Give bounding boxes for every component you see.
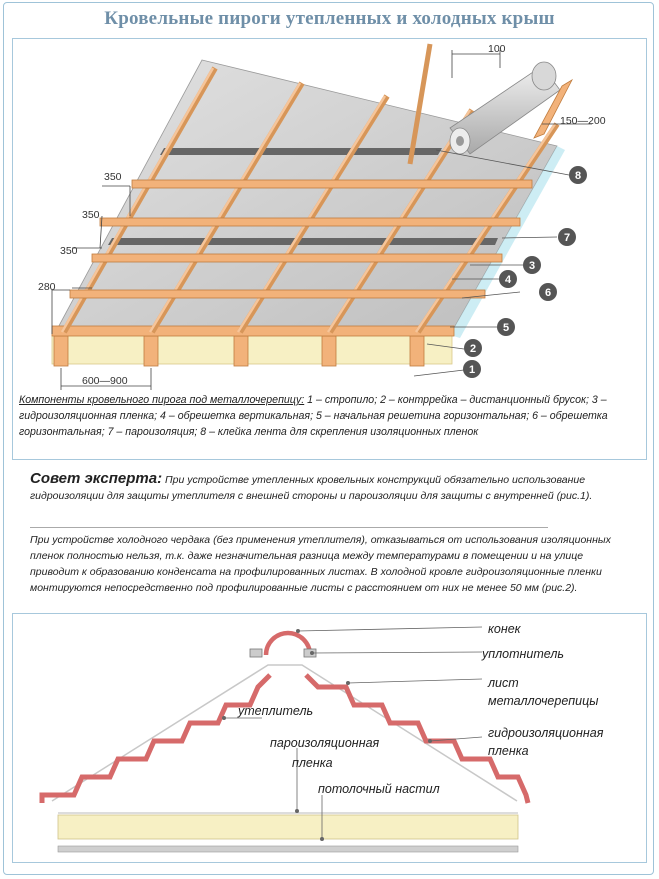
- label-insulation: утеплитель: [238, 704, 314, 718]
- ceiling-board: [58, 846, 518, 852]
- expert-tip-text1: При устройстве утепленных кровельных конструкций обязательно использование гидроизоляции для защиты утеплителя с внешней стороны и пароизоляции для защиты с внутренней (рис.1).: [30, 474, 593, 502]
- starting-batten: [52, 326, 454, 336]
- dim-350-c: 350: [60, 245, 78, 257]
- figure2-leader-dots: [222, 629, 432, 841]
- tape-strip: [160, 148, 442, 155]
- seal-left: [250, 649, 262, 657]
- label-waterproof-1: гидроизоляционная: [488, 726, 604, 740]
- caption-body: 1 – стропило; 2 – контррейка – дистанционный брусок; 3 – гидроизоляционная пленка; 4 – обрешетка вертикальная; 5 – начальная решетина горизонтальная; 6 – обрешетка горизонтальная; 7 – пароизоляция; 8 – клейка лента для скрепления изоляционных пленок: [19, 394, 608, 438]
- marker-4-label: 4: [504, 274, 512, 286]
- label-sheet-1: лист: [488, 676, 519, 690]
- expert-tip-text2: При устройстве холодного чердака (без применения утеплителя), отказываться от использования изоляционных пленок полностью нельзя, т.к. даже незначительная разница между температурами в помещении и на улице приводит к образованию конденсата на профилированных листах. В холодной кровле гидроизоляционные пленки монтируются непосредственно под профилированные листы с расстоянием от них не менее 50 мм (рис.2).: [30, 534, 611, 594]
- tape-strip: [108, 238, 498, 245]
- label-waterproof-2: пленка: [488, 744, 529, 758]
- metal-sheet-left: [42, 675, 270, 803]
- caption-lead: Компоненты кровельного пирога под металлочерепицу:: [19, 394, 305, 406]
- tip-separator: [30, 527, 548, 528]
- label-sheet-2: металлочерепицы: [488, 694, 599, 708]
- label-ceiling: потолочный настил: [318, 782, 440, 796]
- marker-7-label: 7: [563, 232, 571, 244]
- ceiling-insulation: [58, 815, 518, 839]
- figure1-caption: [19, 392, 643, 440]
- marker-1-label: 1: [468, 364, 476, 376]
- figure2-leaders: [224, 627, 482, 839]
- marker-6-label: 6: [544, 287, 552, 299]
- label-vapor-2: пленка: [292, 756, 333, 770]
- dim-280: 280: [38, 281, 56, 293]
- dim-600-900: 600—900: [82, 375, 128, 387]
- ridge-cap: [266, 633, 310, 655]
- dim-350-a: 350: [104, 171, 122, 183]
- label-ridge: конек: [488, 622, 521, 636]
- cold-roof-diagram: [12, 613, 647, 863]
- dim-350-b: 350: [82, 209, 100, 221]
- marker-8-label: 8: [574, 170, 582, 182]
- roof-layers-diagram: [12, 38, 647, 390]
- expert-tip-label: Совет эксперта:: [30, 470, 163, 487]
- marker-5-label: 5: [502, 322, 510, 334]
- marker-3-label: 3: [528, 260, 536, 272]
- label-vapor-1: пароизоляционная: [270, 736, 380, 750]
- expert-tip: [30, 471, 630, 504]
- waterproof-film: [52, 665, 517, 801]
- dim-150-200: 150—200: [560, 115, 606, 127]
- page-title: Кровельные пироги утепленных и холодных крыш: [104, 8, 555, 29]
- insulation-band: [52, 334, 452, 364]
- marker-2-label: 2: [469, 343, 477, 355]
- label-seal: уплотнитель: [482, 647, 564, 661]
- dim-100: 100: [488, 43, 506, 55]
